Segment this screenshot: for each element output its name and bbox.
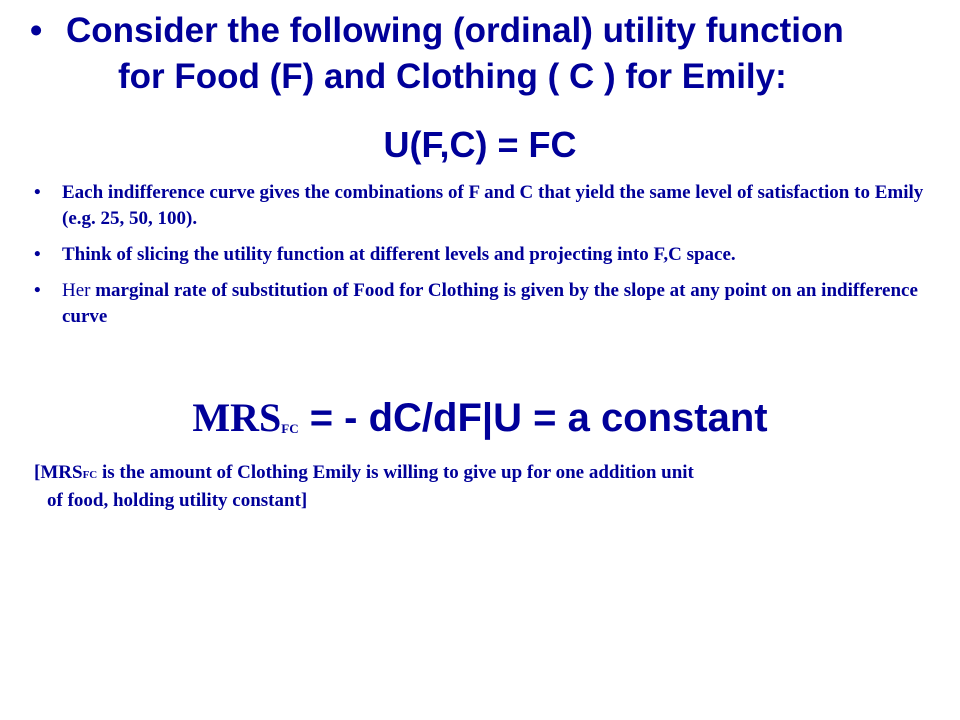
mrs-subscript: FC [281, 421, 299, 436]
utility-formula: U(F,C) = FC [383, 124, 577, 165]
bullet-list [34, 180, 934, 340]
bullet-text: Think of slicing the utility function at different levels and projecting into F,C space. [62, 244, 736, 265]
bullet-item-indifference-curve [34, 180, 934, 232]
note-subscript: FC [82, 469, 98, 481]
title-bullet-dot: • [30, 11, 43, 50]
bullet-prefix: Her [62, 280, 96, 301]
note-open: [MRS [34, 462, 83, 483]
bullet-item-mrs [34, 278, 934, 330]
mrs-formula [0, 393, 960, 452]
title-line-2: for Food (F) and Clothing ( C ) for Emily: [118, 57, 787, 96]
bullet-item-slicing [34, 242, 934, 268]
slide-title [30, 8, 940, 100]
note-line-2: of food, holding utility constant] [47, 490, 308, 511]
bullet-dot: • [34, 244, 41, 265]
note-line-1: is the amount of Clothing Emily is willing to give up for one addition unit [97, 462, 694, 483]
title-line-1: Consider the following (ordinal) utility function [66, 11, 844, 50]
bullet-text: marginal rate of substitution of Food for Clothing is given by the slope at any point on an indifference curve [62, 280, 918, 327]
mrs-note [34, 460, 944, 514]
mrs-label: MRS [192, 395, 282, 440]
bullet-text: Each indifference curve gives the combinations of F and C that yield the same level of satisfaction to Emily (e.g. 25, 50, 100). [62, 182, 924, 229]
bullet-dot: • [34, 280, 41, 301]
mrs-expression: = - dC/dF|U = a constant [298, 396, 768, 440]
bullet-dot: • [34, 182, 41, 203]
